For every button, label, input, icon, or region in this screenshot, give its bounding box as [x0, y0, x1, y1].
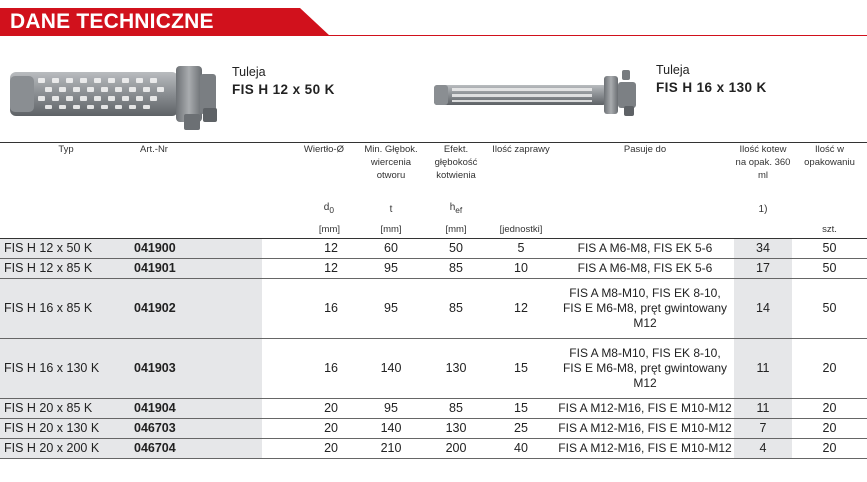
cell-t: 210 — [356, 439, 426, 459]
cell-opak: 50 — [792, 259, 867, 279]
cell-typ: FIS H 20 x 200 K — [0, 439, 132, 459]
cell-zaprawa: 15 — [486, 399, 556, 419]
cell-spacer — [184, 439, 262, 459]
cell-typ: FIS H 12 x 85 K — [0, 259, 132, 279]
cell-pasuje — [556, 439, 734, 459]
header-row-symbols — [0, 198, 867, 220]
cell-d0: 20 — [310, 439, 356, 459]
cell-kotew: 7 — [734, 419, 792, 439]
cell-zaprawa: 15 — [486, 339, 556, 399]
cell-spacer — [262, 399, 310, 419]
cell-spacer — [184, 399, 262, 419]
unit-efekt: [mm] — [426, 220, 486, 239]
symbol-kotew-note: 1) — [758, 203, 768, 215]
cell-art-nr: 046704 — [132, 439, 184, 459]
cell-opak: 20 — [792, 339, 867, 399]
sleeve-16x130-image — [432, 68, 647, 118]
cell-t: 95 — [356, 279, 426, 339]
cell-hef: 85 — [426, 279, 486, 339]
table-row — [0, 419, 867, 439]
table-row — [0, 239, 867, 259]
col-header-ilosc-zaprawy: Ilość zaprawy — [486, 143, 556, 199]
product-label-1 — [232, 64, 335, 98]
cell-spacer — [184, 339, 262, 399]
cell-spacer — [262, 279, 310, 339]
table-row — [0, 259, 867, 279]
cell-zaprawa: 40 — [486, 439, 556, 459]
cell-t: 95 — [356, 259, 426, 279]
cell-pasuje — [556, 259, 734, 279]
cell-zaprawa: 10 — [486, 259, 556, 279]
cell-d0: 16 — [310, 279, 356, 339]
cell-art-nr: 046703 — [132, 419, 184, 439]
product-caption: Tuleja — [232, 65, 266, 79]
col-header-min-glebok: Min. Głębok. wiercenia otworu — [356, 143, 426, 199]
cell-zaprawa: 5 — [486, 239, 556, 259]
pasuje-line: FIS A M8-M10, FIS EK 8-10, — [569, 286, 721, 300]
cell-spacer — [184, 419, 262, 439]
col-header-art: Art.-Nr — [132, 143, 262, 199]
pasuje-line: FIS A M12-M16, FIS E M10-M12 — [558, 421, 732, 435]
cell-typ: FIS H 20 x 85 K — [0, 399, 132, 419]
pasuje-line: FIS A M12-M16, FIS E M10-M12 — [558, 401, 732, 415]
cell-hef: 200 — [426, 439, 486, 459]
technical-data-table — [0, 142, 867, 459]
product-label-2 — [656, 62, 767, 96]
cell-spacer — [262, 419, 310, 439]
cell-t: 60 — [356, 239, 426, 259]
cell-art-nr: 041903 — [132, 339, 184, 399]
cell-typ: FIS H 16 x 85 K — [0, 279, 132, 339]
col-header-wiertlo: Wiertło-Ø — [262, 143, 356, 199]
banner-underline — [0, 35, 867, 36]
cell-hef: 50 — [426, 239, 486, 259]
unit-min-glebok: [mm] — [356, 220, 426, 239]
cell-t: 95 — [356, 399, 426, 419]
cell-spacer — [262, 439, 310, 459]
cell-kotew: 17 — [734, 259, 792, 279]
section-banner — [0, 0, 867, 36]
cell-pasuje — [556, 399, 734, 419]
cell-d0: 16 — [310, 339, 356, 399]
pasuje-line: FIS E M6-M8, pręt gwintowany — [562, 301, 728, 315]
cell-opak: 20 — [792, 439, 867, 459]
section-title: DANE TECHNICZNE — [10, 10, 214, 33]
cell-d0: 20 — [310, 399, 356, 419]
cell-hef: 130 — [426, 339, 486, 399]
unit-wiertlo: [mm] — [262, 220, 356, 239]
col-header-ilosc-kotew: Ilość kotew na opak. 360 ml — [734, 143, 792, 199]
header-row-units — [0, 220, 867, 239]
cell-spacer — [262, 239, 310, 259]
cell-zaprawa: 12 — [486, 279, 556, 339]
header-row-labels — [0, 143, 867, 199]
unit-ilosc-zaprawy: [jednostki] — [486, 220, 556, 239]
cell-hef: 130 — [426, 419, 486, 439]
cell-d0: 20 — [310, 419, 356, 439]
symbol-d0: $d_0$ — [323, 202, 334, 215]
cell-pasuje — [556, 239, 734, 259]
pasuje-line: FIS E M6-M8, pręt gwintowany — [562, 361, 728, 375]
cell-pasuje — [556, 339, 734, 399]
table-row — [0, 439, 867, 459]
cell-pasuje — [556, 279, 734, 339]
unit-ilosc-opak: szt. — [792, 220, 867, 239]
cell-opak: 50 — [792, 279, 867, 339]
cell-spacer — [184, 259, 262, 279]
product-caption: Tuleja — [656, 63, 690, 77]
cell-typ: FIS H 20 x 130 K — [0, 419, 132, 439]
cell-art-nr: 041902 — [132, 279, 184, 339]
cell-spacer — [184, 239, 262, 259]
cell-zaprawa: 25 — [486, 419, 556, 439]
col-header-ilosc-opak: Ilość w opakowaniu — [792, 143, 867, 199]
cell-typ: FIS H 16 x 130 K — [0, 339, 132, 399]
table-body — [0, 239, 867, 459]
table-row — [0, 399, 867, 419]
cell-spacer — [262, 259, 310, 279]
col-header-efekt: Efekt. głębokość kotwienia — [426, 143, 486, 199]
cell-opak: 20 — [792, 399, 867, 419]
cell-t: 140 — [356, 419, 426, 439]
cell-kotew: 34 — [734, 239, 792, 259]
cell-spacer — [184, 279, 262, 339]
cell-d0: 12 — [310, 239, 356, 259]
cell-opak: 20 — [792, 419, 867, 439]
pasuje-line: FIS A M8-M10, FIS EK 8-10, — [569, 346, 721, 360]
cell-hef: 85 — [426, 259, 486, 279]
cell-art-nr: 041904 — [132, 399, 184, 419]
col-header-pasuje: Pasuje do — [556, 143, 734, 199]
pasuje-line: FIS A M6-M8, FIS EK 5-6 — [577, 241, 713, 255]
cell-kotew: 4 — [734, 439, 792, 459]
table-row — [0, 279, 867, 339]
cell-opak: 50 — [792, 239, 867, 259]
cell-d0: 12 — [310, 259, 356, 279]
table-row — [0, 339, 867, 399]
sleeve-12x50-image — [8, 64, 223, 134]
cell-art-nr: 041901 — [132, 259, 184, 279]
cell-typ: FIS H 12 x 50 K — [0, 239, 132, 259]
symbol-t: t — [389, 203, 393, 215]
product-name: FIS H 12 x 50 K — [232, 82, 335, 97]
cell-t: 140 — [356, 339, 426, 399]
cell-kotew: 11 — [734, 339, 792, 399]
product-name: FIS H 16 x 130 K — [656, 80, 767, 95]
cell-kotew: 14 — [734, 279, 792, 339]
pasuje-line: FIS A M6-M8, FIS EK 5-6 — [577, 261, 713, 275]
cell-spacer — [262, 339, 310, 399]
pasuje-line: FIS A M12-M16, FIS E M10-M12 — [558, 441, 732, 455]
pasuje-line: M12 — [633, 376, 657, 390]
col-header-typ: Typ — [0, 143, 132, 199]
cell-kotew: 11 — [734, 399, 792, 419]
cell-pasuje — [556, 419, 734, 439]
symbol-hef: $h_{ef}$ — [449, 202, 463, 215]
cell-hef: 85 — [426, 399, 486, 419]
cell-art-nr: 041900 — [132, 239, 184, 259]
pasuje-line: M12 — [633, 316, 657, 330]
